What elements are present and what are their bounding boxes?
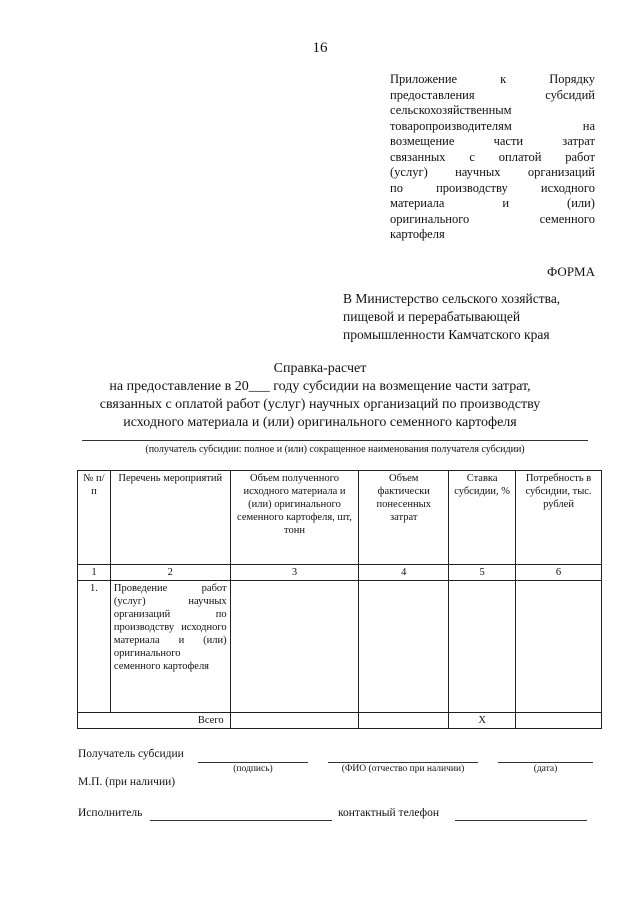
appendix-word: с bbox=[469, 149, 475, 164]
document-title bbox=[60, 360, 580, 432]
table-header-row bbox=[78, 471, 602, 565]
appendix-word: на bbox=[582, 118, 595, 133]
appendix-word: материала bbox=[390, 196, 445, 210]
date-caption: (дата) bbox=[533, 764, 558, 774]
header-cell: Ставка субсидии, % bbox=[449, 471, 516, 565]
fio-line[interactable] bbox=[328, 762, 478, 763]
title-line: связанных с оплатой работ (услуг) научных организаций по производству bbox=[99, 397, 541, 412]
column-number: 3 bbox=[230, 565, 359, 581]
appendix-word: оригинального bbox=[390, 211, 470, 226]
form-label: ФОРМА bbox=[547, 264, 595, 279]
header-cell: Перечень мероприятий bbox=[110, 471, 230, 565]
column-number-row bbox=[78, 565, 602, 581]
volume-cell[interactable] bbox=[230, 581, 359, 713]
table-row bbox=[78, 581, 602, 713]
appendix-word: затрат bbox=[562, 134, 595, 148]
appendix-word: части bbox=[493, 134, 524, 148]
recipient-name-line[interactable] bbox=[82, 440, 588, 441]
total-need-cell[interactable] bbox=[516, 713, 602, 729]
appendix-word: субсидий bbox=[545, 87, 595, 102]
appendix-word: (или) bbox=[567, 196, 595, 210]
calculation-table bbox=[77, 470, 602, 729]
title-line: Справка-расчет bbox=[273, 361, 367, 376]
appendix-line bbox=[390, 134, 595, 150]
signature-caption: (подпись) bbox=[233, 764, 273, 774]
appendix-word: картофеля bbox=[390, 227, 445, 241]
appendix-line bbox=[390, 103, 595, 119]
appendix-note bbox=[390, 72, 595, 243]
appendix-word: исходного bbox=[540, 180, 595, 195]
fio-caption: (ФИО (отчество при наличии) bbox=[341, 764, 465, 774]
phone-line[interactable] bbox=[455, 820, 587, 821]
appendix-line bbox=[390, 88, 595, 104]
appendix-word: семенного bbox=[539, 211, 595, 226]
appendix-word: возмещение bbox=[390, 134, 455, 148]
recipient-label: Получатель субсидии bbox=[78, 748, 184, 760]
appendix-word: работ bbox=[565, 149, 595, 164]
appendix-line bbox=[390, 181, 595, 197]
appendix-word: и bbox=[502, 196, 510, 210]
appendix-line bbox=[390, 72, 595, 88]
recipient-caption: (получатель субсидии: полное и (или) сокращенное наименования получателя субсидии) bbox=[145, 444, 525, 455]
phone-label: контактный телефон bbox=[338, 807, 440, 819]
header-cell: Объем полученного исходного материала и (или) оригинального семенного картофеля, шт, тонн bbox=[230, 471, 359, 565]
appendix-word: предоставления bbox=[390, 87, 475, 102]
appendix-line bbox=[390, 150, 595, 166]
need-cell[interactable] bbox=[516, 581, 602, 713]
appendix-word: сельскохозяйственным bbox=[390, 103, 512, 117]
costs-cell[interactable] bbox=[359, 581, 449, 713]
total-label: Всего bbox=[78, 713, 231, 729]
addressee bbox=[343, 290, 613, 344]
addressee-line: пищевой и перерабатывающей bbox=[343, 309, 521, 324]
activity-cell: Проведение работ (услуг) научных организаций по производству исходного материала и (или) оригинального семенного картофеля bbox=[110, 581, 230, 713]
header-cell: Потребность в субсидии, тыс. рублей bbox=[516, 471, 602, 565]
appendix-line bbox=[390, 212, 595, 228]
page-number: 16 bbox=[312, 40, 328, 56]
column-number: 6 bbox=[516, 565, 602, 581]
executor-label: Исполнитель bbox=[78, 807, 143, 819]
total-costs-cell[interactable] bbox=[359, 713, 449, 729]
row-number: 1. bbox=[78, 581, 111, 713]
appendix-word: Приложение bbox=[390, 72, 458, 86]
column-number: 2 bbox=[110, 565, 230, 581]
total-row bbox=[78, 713, 602, 729]
total-volume-cell[interactable] bbox=[230, 713, 359, 729]
total-rate-cell: Х bbox=[449, 713, 516, 729]
rate-cell[interactable] bbox=[449, 581, 516, 713]
appendix-line bbox=[390, 119, 595, 135]
signature-line[interactable] bbox=[198, 762, 308, 763]
appendix-word: Порядку bbox=[549, 72, 595, 86]
appendix-line bbox=[390, 227, 595, 243]
executor-line[interactable] bbox=[150, 820, 332, 821]
appendix-word: организаций bbox=[527, 165, 595, 179]
appendix-word: научных bbox=[455, 165, 501, 179]
appendix-word: оплатой bbox=[498, 149, 542, 164]
header-cell: Объем фактически понесенных затрат bbox=[359, 471, 449, 565]
title-line: на предоставление в 20___ году субсидии на возмещение части затрат, bbox=[109, 379, 531, 394]
header-cell: № п/п bbox=[78, 471, 111, 565]
appendix-line bbox=[390, 196, 595, 212]
appendix-word: товаропроизводителям bbox=[390, 118, 512, 133]
appendix-word: производству bbox=[436, 180, 508, 195]
title-line: исходного материала и (или) оригинального семенного картофеля bbox=[123, 415, 517, 430]
column-number: 1 bbox=[78, 565, 111, 581]
date-line[interactable] bbox=[498, 762, 593, 763]
stamp-place: М.П. (при наличии) bbox=[78, 776, 176, 788]
column-number: 4 bbox=[359, 565, 449, 581]
appendix-word: к bbox=[500, 72, 507, 86]
addressee-line: В Министерство сельского хозяйства, bbox=[343, 291, 561, 306]
appendix-word: по bbox=[390, 180, 403, 195]
appendix-word: (услуг) bbox=[390, 165, 428, 179]
column-number: 5 bbox=[449, 565, 516, 581]
addressee-line: промышленности Камчатского края bbox=[343, 327, 550, 342]
appendix-line bbox=[390, 165, 595, 181]
appendix-word: связанных bbox=[390, 149, 446, 164]
